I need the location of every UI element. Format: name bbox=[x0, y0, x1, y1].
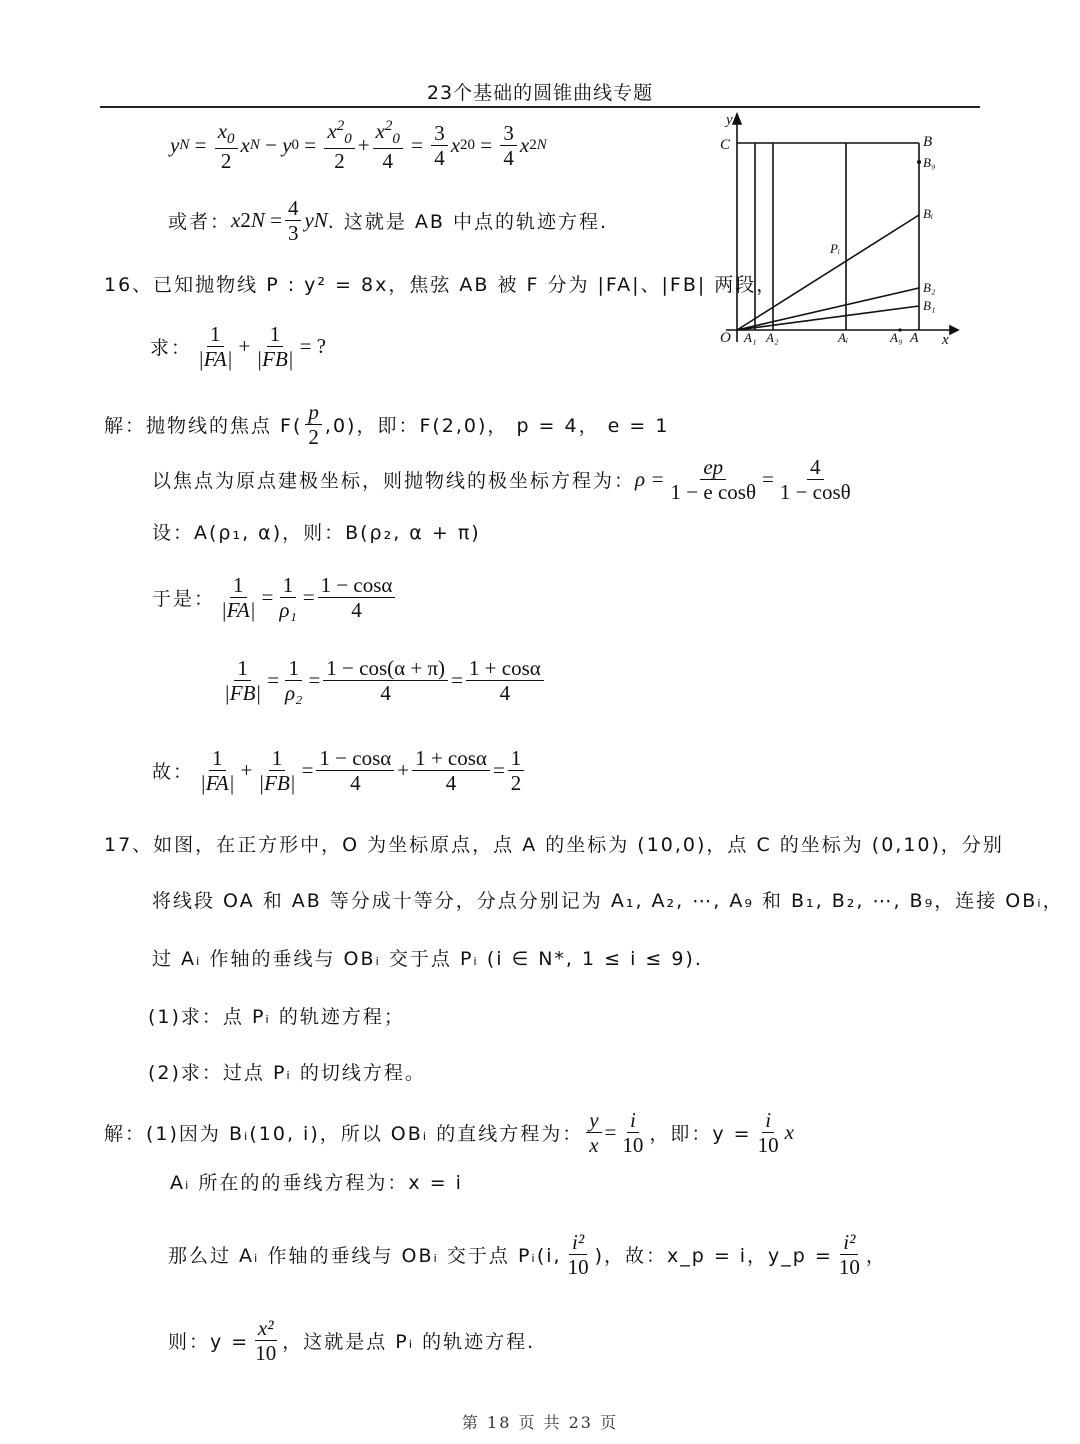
num: 3 bbox=[431, 121, 448, 146]
label: 解： bbox=[104, 415, 147, 438]
fraction bbox=[619, 1108, 646, 1157]
q16-polar-line bbox=[152, 455, 857, 504]
num: i² bbox=[569, 1230, 587, 1255]
fraction bbox=[195, 322, 236, 371]
x-axis-arrow-icon bbox=[950, 326, 958, 334]
q16-set-line: 设：A(ρ₁, α)，则：B(ρ₂, α + π) bbox=[152, 522, 481, 544]
var: y bbox=[170, 133, 180, 158]
var: x bbox=[784, 1120, 794, 1145]
fraction bbox=[373, 118, 403, 174]
den: |FB| bbox=[256, 347, 294, 372]
var: ρ = bbox=[635, 467, 665, 492]
label-c: C bbox=[720, 137, 731, 153]
label: 于是： bbox=[152, 588, 216, 611]
op: = bbox=[604, 1120, 617, 1145]
op: + bbox=[238, 334, 251, 359]
den: 1 − e cosθ bbox=[670, 480, 756, 505]
den: |FA| bbox=[221, 598, 256, 623]
den: x bbox=[589, 1133, 599, 1158]
sup: 2 bbox=[240, 208, 251, 233]
q17-then-line bbox=[168, 1316, 535, 1365]
fraction bbox=[318, 573, 396, 622]
num: i bbox=[627, 1108, 639, 1133]
op: = bbox=[411, 133, 423, 158]
text: 则：y = bbox=[168, 1331, 250, 1354]
q16-stem: 16、已知抛物线 P : y² = 8x，焦弦 AB 被 F 分为 |FA|、|FB| 两段， bbox=[104, 274, 778, 296]
q17-line2: 将线段 OA 和 AB 等分成十等分，分点分别记为 A₁, A₂, ⋯, A₉ 和 B₁, B₂, ⋯, B₉，连接 OBᵢ， bbox=[152, 890, 1064, 912]
q17-line1: 17、如图，在正方形中，O 为坐标原点，点 A 的坐标为 (10,0)，点 C 的坐标为 (0,10)，分别 bbox=[104, 834, 1004, 856]
fraction bbox=[215, 119, 238, 174]
op: − bbox=[265, 133, 277, 158]
num: 1 + cosα bbox=[466, 656, 544, 681]
den: |FB| bbox=[224, 681, 262, 706]
num: 1 − cosα bbox=[316, 746, 394, 771]
num: 1 bbox=[280, 573, 297, 598]
den: ρ₁ bbox=[279, 598, 297, 623]
num: 1 bbox=[209, 746, 226, 771]
den: 4 bbox=[434, 146, 445, 171]
fraction bbox=[197, 746, 238, 795]
den: 10 bbox=[255, 1341, 277, 1366]
num: i bbox=[762, 1108, 774, 1133]
sup: 2 bbox=[529, 137, 537, 154]
var: y bbox=[304, 208, 314, 233]
label: 故： bbox=[152, 761, 195, 784]
q17-part1: (1)求：点 Pᵢ 的轨迹方程； bbox=[148, 1006, 405, 1028]
den: 4 bbox=[499, 681, 511, 706]
label-a2: A₂ bbox=[766, 330, 779, 345]
label-b: B bbox=[923, 134, 933, 150]
den: 3 bbox=[287, 221, 299, 246]
fraction bbox=[305, 400, 322, 449]
text: . 这就是 AB 中点的轨迹方程. bbox=[327, 211, 609, 234]
fraction bbox=[668, 455, 759, 504]
num: 1 bbox=[285, 656, 302, 681]
sub: N bbox=[313, 208, 328, 233]
op: = bbox=[267, 668, 280, 693]
label-b1: B₁ bbox=[923, 298, 936, 313]
label-y: y bbox=[726, 112, 733, 128]
fraction bbox=[221, 656, 264, 705]
den: 1 − cosθ bbox=[779, 480, 851, 505]
q17-part2: (2)求：过点 Pᵢ 的切线方程。 bbox=[148, 1062, 426, 1084]
text: 那么过 Aᵢ 作轴的垂线与 OBᵢ 交于点 Pᵢ(i, bbox=[168, 1245, 562, 1268]
q17-line3: 过 Aᵢ 作轴的垂线与 OBᵢ 交于点 Pᵢ (i ∈ N*, 1 ≤ i ≤ 9). bbox=[152, 948, 703, 970]
den: 2 bbox=[334, 149, 345, 174]
equation-yn: y N = $\frac{x_0}{2}$ x N − y 0 = $\frac{x^2_0}{2}$ + $\frac{x^2_0}{4}$ = $\frac{3}{4}$ x 2 0 = $\frac{3}{4}$ x 2 N bbox=[170, 118, 547, 174]
fraction bbox=[324, 118, 354, 174]
var: x bbox=[519, 133, 530, 158]
fraction bbox=[565, 1230, 592, 1279]
fraction bbox=[323, 656, 448, 705]
den: ρ₂ bbox=[285, 681, 303, 706]
den: 10 bbox=[567, 1255, 589, 1280]
num: 1 bbox=[508, 746, 525, 771]
label-ai: Aᵢ bbox=[838, 330, 848, 345]
den: 4 bbox=[350, 771, 361, 796]
den: |FB| bbox=[258, 771, 296, 796]
num: 1 − cos(α + π) bbox=[323, 656, 448, 681]
var: x bbox=[450, 133, 461, 158]
q17-intersection-line bbox=[168, 1230, 887, 1279]
fraction bbox=[316, 746, 394, 795]
op: = bbox=[301, 758, 314, 783]
sub: 0 bbox=[227, 130, 235, 147]
num: 4 bbox=[285, 196, 302, 221]
op: = bbox=[492, 758, 505, 783]
fraction bbox=[586, 1108, 601, 1157]
sub: 0 bbox=[467, 137, 476, 154]
label-x: x bbox=[942, 332, 949, 348]
num: 3 bbox=[500, 121, 517, 146]
op: = bbox=[304, 133, 317, 158]
op: + bbox=[240, 758, 253, 783]
q16-gu-line bbox=[152, 746, 527, 795]
q17-perp-line: Aᵢ 所在的的垂线方程为：x = i bbox=[170, 1172, 463, 1194]
op: = ? bbox=[299, 334, 326, 359]
den: 2 bbox=[220, 148, 232, 173]
op: = bbox=[261, 585, 274, 610]
num: 1 + cosα bbox=[412, 746, 490, 771]
fraction bbox=[285, 196, 302, 245]
num: i² bbox=[840, 1230, 858, 1255]
text: ，即：y = bbox=[649, 1123, 752, 1146]
text: )，故：x_p = i，y_p = bbox=[594, 1245, 833, 1268]
num: y bbox=[586, 1108, 601, 1133]
den: 4 bbox=[382, 149, 393, 174]
label: 或者： bbox=[168, 211, 232, 234]
op: = bbox=[302, 585, 315, 610]
text: 以焦点为原点建极坐标，则抛物线的极坐标方程为： bbox=[152, 470, 636, 493]
q16-yu-line bbox=[152, 573, 398, 622]
q16-fb-line bbox=[218, 656, 547, 705]
q17-solution-line1 bbox=[104, 1108, 794, 1157]
den: 4 bbox=[380, 681, 391, 706]
op: = bbox=[480, 133, 493, 158]
var: y bbox=[282, 133, 292, 158]
q16-solution-line1 bbox=[104, 400, 669, 449]
q16-ask bbox=[150, 322, 326, 371]
op: = bbox=[308, 668, 321, 693]
header-divider bbox=[100, 106, 980, 108]
num: 4 bbox=[807, 455, 824, 480]
label-b2: B₂ bbox=[923, 280, 936, 295]
fraction bbox=[777, 455, 854, 504]
op: = bbox=[270, 208, 282, 233]
op: = bbox=[762, 467, 774, 492]
equation-or bbox=[168, 196, 608, 245]
fraction bbox=[253, 322, 296, 371]
den: 10 bbox=[757, 1133, 779, 1158]
den: 10 bbox=[622, 1133, 644, 1158]
label-o: O bbox=[720, 330, 731, 346]
fraction bbox=[466, 656, 544, 705]
sub: N bbox=[250, 208, 265, 233]
label-a9: A₉ bbox=[890, 330, 903, 345]
num: 1 − cosα bbox=[318, 573, 396, 598]
label-pi: Pᵢ bbox=[830, 241, 840, 256]
square-figure bbox=[710, 110, 970, 350]
text: ,0)，即：F(2,0)， p = 4， e = 1 bbox=[324, 415, 670, 438]
num: x² bbox=[255, 1316, 277, 1341]
num: 1 bbox=[267, 322, 284, 347]
den: 4 bbox=[503, 146, 514, 171]
sup: 2 bbox=[460, 137, 468, 154]
text: ， bbox=[865, 1245, 887, 1268]
op: = bbox=[451, 668, 463, 693]
fraction bbox=[282, 656, 305, 705]
sub: N bbox=[536, 137, 547, 154]
den: 2 bbox=[308, 425, 319, 450]
page-footer: 第 18 页 共 23 页 bbox=[461, 1413, 619, 1432]
fraction bbox=[276, 573, 299, 622]
sub: 0 bbox=[344, 131, 352, 148]
fraction bbox=[500, 121, 517, 170]
var: x bbox=[240, 133, 250, 158]
label-b9: B₉ bbox=[923, 155, 936, 170]
fraction bbox=[218, 573, 259, 622]
den: |FA| bbox=[198, 347, 233, 372]
op: + bbox=[357, 133, 370, 158]
den: 2 bbox=[510, 771, 522, 796]
ray-obi bbox=[737, 215, 919, 330]
num: x bbox=[375, 119, 385, 143]
header-title: 23个基础的圆锥曲线专题 bbox=[426, 82, 654, 104]
den: 10 bbox=[838, 1255, 860, 1280]
num: 1 bbox=[207, 322, 224, 347]
sup: 2 bbox=[384, 118, 393, 134]
sub: 0 bbox=[291, 137, 300, 154]
label-bi: Bᵢ bbox=[923, 206, 933, 221]
text: ，这就是点 Pᵢ 的轨迹方程. bbox=[282, 1331, 536, 1354]
den: |FA| bbox=[200, 771, 235, 796]
sup: 2 bbox=[336, 118, 345, 134]
sub: N bbox=[179, 137, 190, 154]
fraction bbox=[836, 1230, 863, 1279]
num: x bbox=[327, 119, 337, 143]
y-axis-arrow-icon bbox=[733, 114, 741, 124]
fraction bbox=[255, 746, 298, 795]
text: 解：(1)因为 Bᵢ(10, i)，所以 OBᵢ 的直线方程为： bbox=[104, 1123, 584, 1146]
num: 1 bbox=[230, 573, 247, 598]
num: x bbox=[217, 118, 228, 143]
op: + bbox=[397, 758, 410, 783]
fraction bbox=[431, 121, 448, 170]
sub: N bbox=[249, 137, 260, 154]
sub: 0 bbox=[392, 131, 400, 148]
fraction bbox=[755, 1108, 782, 1157]
num: p bbox=[305, 400, 322, 425]
den: 4 bbox=[351, 598, 362, 623]
den: 4 bbox=[445, 771, 457, 796]
num: ep bbox=[700, 455, 726, 480]
fraction bbox=[508, 746, 525, 795]
label-a: A bbox=[910, 331, 919, 346]
point-b9 bbox=[917, 160, 921, 164]
num: 1 bbox=[269, 746, 286, 771]
label-a1: A₁ bbox=[744, 330, 757, 345]
var: x bbox=[231, 208, 241, 233]
label: 求： bbox=[150, 337, 193, 360]
fraction bbox=[412, 746, 490, 795]
fraction bbox=[252, 1316, 279, 1365]
num: 1 bbox=[234, 656, 251, 681]
text: 抛物线的焦点 F( bbox=[146, 415, 303, 438]
